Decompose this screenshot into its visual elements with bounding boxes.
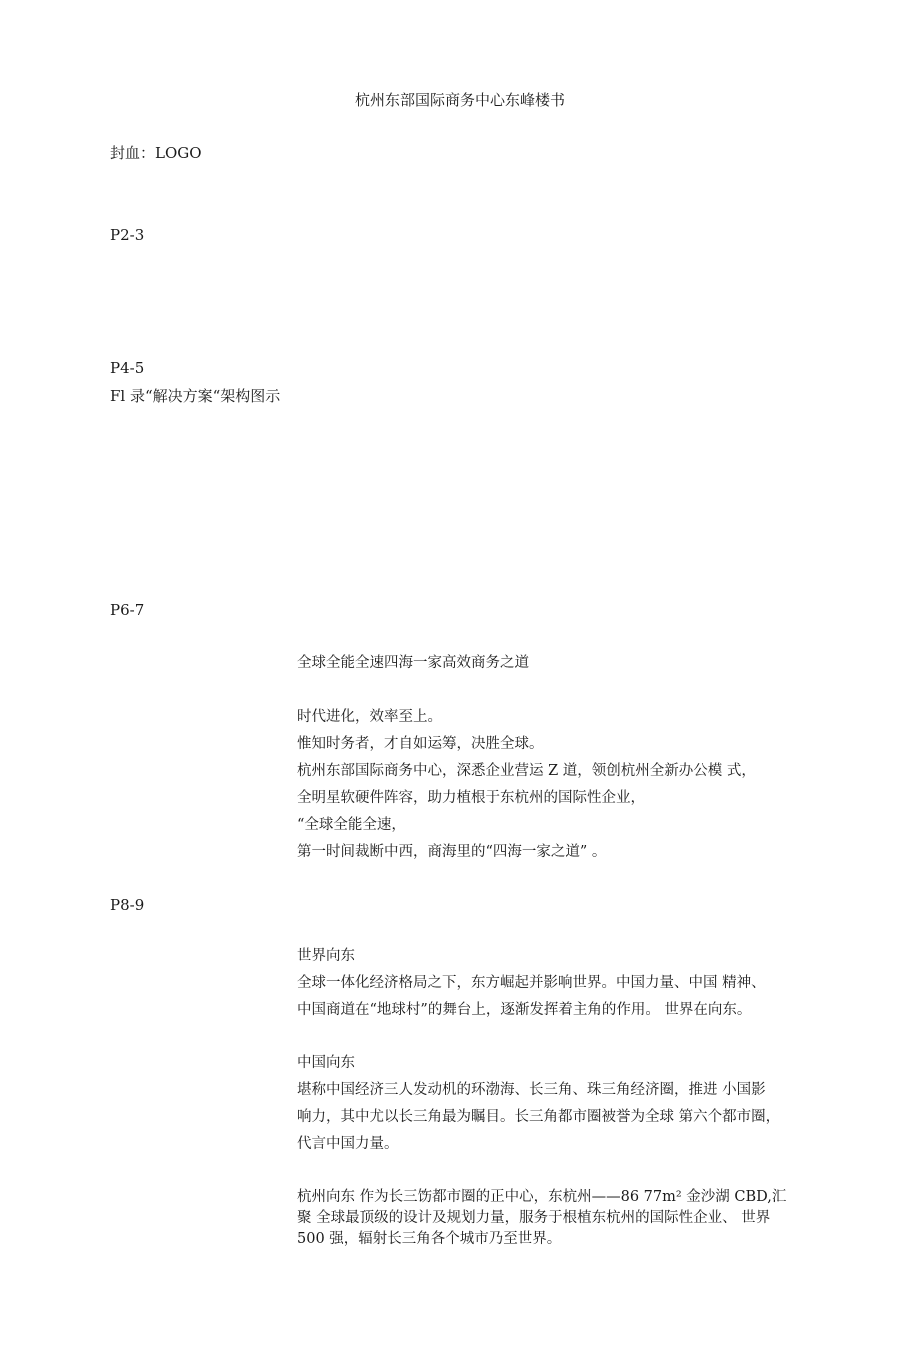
paragraph-line: 500 强，辐射长三角各个城市乃至世界。 — [297, 1231, 562, 1247]
paragraph-line: “全球全能全速， — [297, 817, 406, 833]
cover-note: 封血：LOGO — [110, 144, 202, 162]
paragraph-line: 聚 全球最顶级的设计及规划力量，服务于根植东杭州的国际性企业、 世界 — [297, 1210, 771, 1226]
paragraph-line: 全明星软硬件阵容，助力植根于东杭州的国际性企业， — [297, 790, 645, 806]
paragraph-line: 全球一体化经济格局之下，东方崛起并影响世界。中国力量、中国 精神、 — [297, 975, 766, 991]
block-world-east — [297, 943, 842, 1024]
block-hangzhou-east — [297, 1187, 842, 1250]
section-heading-p6-7: 全球全能全速四海一家高效商务之道 — [297, 655, 529, 671]
paragraph-line: 第一时间裁断中西，商海里的“四海一家之道” 。 — [297, 844, 607, 860]
document-title: 杭州东部国际商务中心东峰楼书 — [354, 91, 565, 109]
paragraph-line: 中国商道在“地球村”的舞台上，逐渐发挥着主角的作用。 世界在向东。 — [297, 1002, 752, 1018]
paragraph-line: 代言中国力量。 — [297, 1136, 399, 1152]
section-label-p6-7: P6-7 — [110, 601, 145, 619]
section-label-p8-9: P8-9 — [110, 896, 145, 914]
block-china-east — [297, 1050, 842, 1158]
section-label-p4-5: P4-5 — [110, 359, 145, 377]
paragraph-line: 堪称中国经济三人发动机的环渤海、长三角、珠三角经济圈，推进 小国影 — [297, 1082, 766, 1098]
section-label-p2-3: P2-3 — [110, 226, 145, 244]
paragraph-line: 响力，其中尤以长三角最为瞩目。长三角都市圈被誉为全球 第六个都市圈， — [297, 1109, 781, 1125]
paragraph-line: 杭州向东 作为长三饬都市圈的正中心，东杭州——86 77m² 金沙湖 CBD,汇 — [297, 1189, 787, 1205]
paragraph-line: 惟知时务者，才自如运筹，决胜全球。 — [297, 736, 544, 752]
section-body-p6-7 — [297, 704, 842, 866]
block-heading: 世界向东 — [297, 948, 355, 964]
section-caption-p4-5: Fl 录“解决方案“架构图示 — [110, 387, 281, 405]
paragraph-line: 时代进化，效率至上。 — [297, 709, 442, 725]
paragraph-line: 杭州东部国际商务中心，深悉企业营运 Z 道，领创杭州全新办公模 式， — [297, 763, 756, 779]
block-heading: 中国向东 — [297, 1055, 355, 1071]
